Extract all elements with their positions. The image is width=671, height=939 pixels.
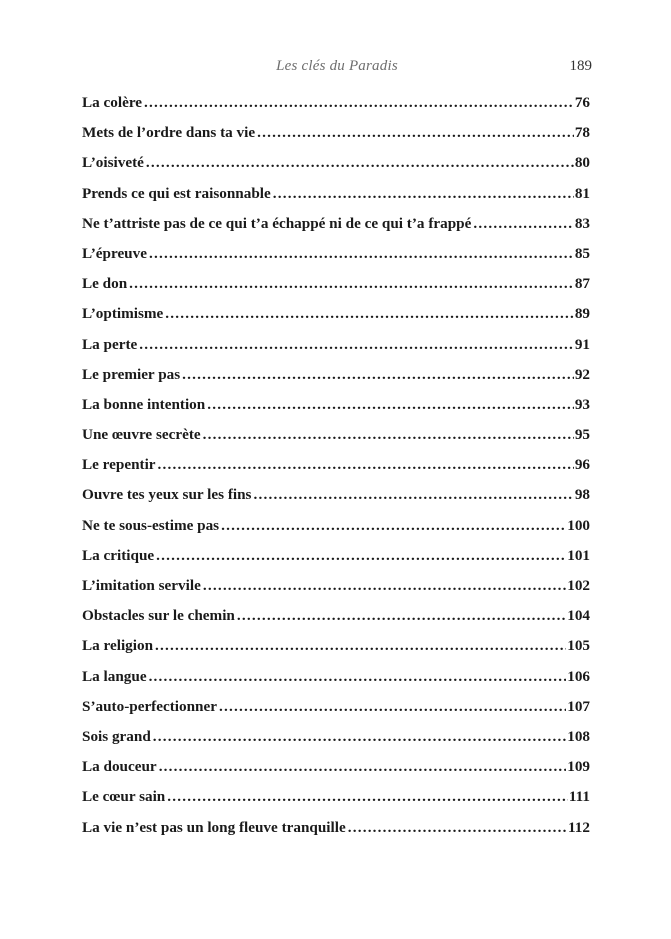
toc-entry-title: Mets de l’ordre dans ta vie	[82, 124, 256, 142]
toc-entry-page: 89	[574, 305, 590, 323]
page-number: 189	[569, 58, 592, 74]
toc-entry	[82, 788, 590, 818]
toc-dot-leader	[237, 607, 566, 625]
toc-dot-leader	[203, 577, 566, 595]
toc-entry	[82, 637, 590, 667]
toc-entry-title: L’épreuve	[82, 244, 147, 262]
toc-entry	[82, 577, 590, 607]
toc-entry-title: L’oisiveté	[82, 154, 144, 172]
toc-entry-page: 80	[574, 154, 590, 172]
toc-dot-leader	[348, 819, 567, 837]
toc-entry-title: L’optimisme	[82, 305, 164, 323]
toc-entry-page: 78	[574, 124, 590, 142]
toc-dot-leader	[146, 154, 574, 172]
toc-dot-leader	[149, 245, 574, 263]
toc-dot-leader	[159, 758, 567, 776]
toc-entry-title: La colère	[82, 94, 143, 111]
toc-entry-title: Le premier pas	[82, 365, 181, 383]
toc-entry	[82, 215, 590, 245]
toc-entry-page: 95	[574, 426, 590, 444]
toc-entry-page: 112	[568, 818, 590, 836]
table-of-contents	[82, 94, 590, 849]
toc-entry-page: 85	[574, 244, 590, 262]
toc-entry-page: 106	[567, 667, 590, 685]
toc-dot-leader	[153, 728, 566, 746]
toc-entry	[82, 245, 590, 275]
toc-entry-page: 81	[574, 184, 590, 202]
running-title: Les clés du Paradis	[276, 58, 398, 74]
toc-dot-leader	[156, 547, 566, 565]
toc-entry	[82, 305, 590, 335]
toc-entry-title: Ouvre tes yeux sur les fins	[82, 486, 252, 504]
toc-entry-title: Le don	[82, 275, 128, 293]
toc-entry-page: 100	[567, 516, 590, 534]
toc-entry-title: Le cœur sain	[82, 788, 166, 806]
toc-entry	[82, 275, 590, 305]
toc-dot-leader	[207, 396, 574, 414]
toc-entry-title: S’auto-perfectionner	[82, 697, 217, 715]
toc-dot-leader	[221, 517, 566, 535]
toc-entry-page: 109	[567, 758, 590, 776]
toc-entry-title: Une œuvre secrète	[82, 426, 201, 444]
toc-entry	[82, 336, 590, 366]
toc-entry-title: Obstacles sur le chemin	[82, 607, 235, 625]
toc-entry-page: 108	[567, 727, 590, 745]
toc-dot-leader	[203, 426, 574, 444]
toc-entry	[82, 154, 590, 184]
toc-entry-page: 101	[567, 546, 590, 564]
toc-entry-title: Sois grand	[82, 727, 151, 745]
toc-dot-leader	[253, 486, 573, 504]
toc-entry	[82, 819, 590, 849]
toc-entry	[82, 486, 590, 516]
toc-entry	[82, 366, 590, 396]
toc-entry	[82, 547, 590, 577]
toc-dot-leader	[219, 698, 566, 716]
toc-entry-page: 93	[574, 395, 590, 413]
toc-dot-leader	[158, 456, 574, 474]
toc-entry-title: La bonne intention	[82, 395, 206, 413]
toc-dot-leader	[165, 305, 574, 323]
toc-entry	[82, 668, 590, 698]
toc-dot-leader	[139, 336, 574, 354]
toc-entry-page: 102	[567, 577, 590, 594]
toc-dot-leader	[144, 94, 574, 112]
toc-dot-leader	[182, 366, 574, 384]
toc-entry-title: Le repentir	[82, 456, 156, 474]
toc-entry-page: 111	[568, 788, 590, 806]
toc-entry-title: La critique	[82, 546, 155, 564]
toc-entry-page: 91	[574, 335, 590, 353]
toc-entry	[82, 607, 590, 637]
toc-entry-page: 105	[567, 637, 590, 655]
toc-entry	[82, 517, 590, 547]
toc-entry	[82, 426, 590, 456]
toc-entry-title: Prends ce qui est raisonnable	[82, 184, 271, 202]
toc-dot-leader	[257, 124, 574, 142]
toc-entry-page: 87	[574, 275, 590, 293]
toc-entry-page: 76	[574, 94, 590, 111]
toc-entry-title: La religion	[82, 637, 154, 655]
toc-dot-leader	[167, 788, 568, 806]
toc-entry-title: La langue	[82, 667, 147, 685]
toc-entry	[82, 758, 590, 788]
running-header	[82, 58, 592, 80]
toc-dot-leader	[155, 637, 566, 655]
toc-dot-leader	[129, 275, 574, 293]
toc-entry-page: 96	[574, 456, 590, 474]
toc-entry-page: 98	[574, 486, 590, 504]
toc-dot-leader	[149, 668, 567, 686]
toc-entry	[82, 94, 590, 124]
toc-entry	[82, 124, 590, 154]
toc-entry-title: Ne te sous-estime pas	[82, 516, 220, 534]
toc-dot-leader	[273, 185, 574, 203]
toc-entry-page: 107	[567, 697, 590, 715]
toc-entry	[82, 698, 590, 728]
toc-entry-title: La vie n’est pas un long fleuve tranquille	[82, 818, 346, 836]
toc-dot-leader	[473, 215, 573, 233]
toc-entry	[82, 456, 590, 486]
toc-entry-page: 83	[574, 214, 590, 232]
toc-entry-title: Ne t’attriste pas de ce qui t’a échappé ni de ce qui t’a frappé	[82, 214, 472, 232]
toc-entry-page: 92	[574, 365, 590, 383]
toc-entry-title: La perte	[82, 335, 138, 353]
toc-entry	[82, 185, 590, 215]
toc-entry-title: La douceur	[82, 758, 157, 776]
toc-entry	[82, 728, 590, 758]
toc-entry	[82, 396, 590, 426]
toc-entry-page: 104	[567, 607, 590, 625]
toc-entry-title: L’imitation servile	[82, 577, 201, 594]
